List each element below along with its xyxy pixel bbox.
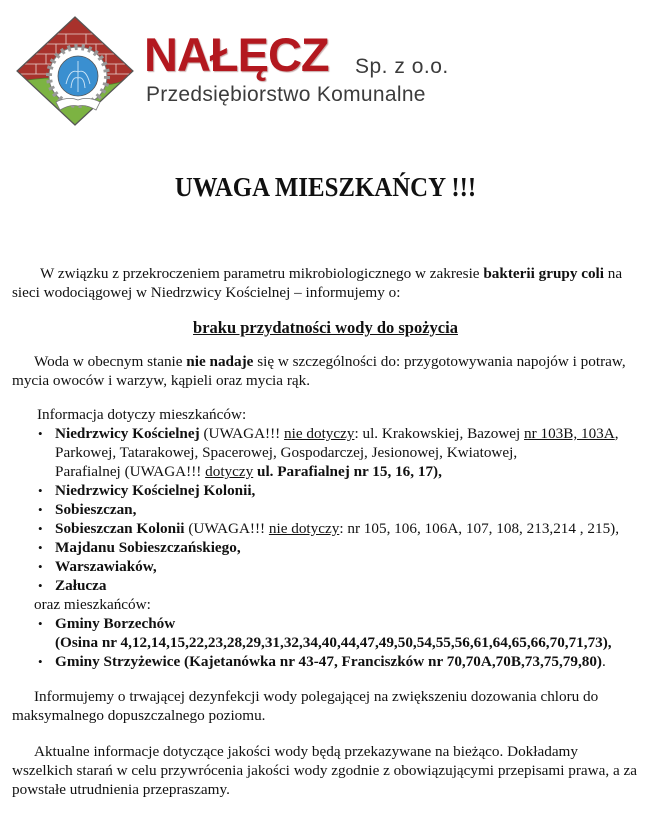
water-text-2: się w szczególności do: przygotowywania napojów i potraw, mycia owoców i warzyw, kąpieli oraz mycia rąk. — [12, 353, 626, 389]
note-bold: ul. Parafialnej nr 15, 16, 17), — [253, 463, 442, 480]
disinfection-text: Informujemy o trwającej dezynfekcji wody polegającej na zwiększeniu dozowania chloru do maksymalnego dopuszczalnego poziomu. — [12, 688, 599, 724]
brand-subtitle: Przedsiębiorstwo Komunalne — [146, 83, 426, 106]
also-residents-label: oraz mieszkańców: — [34, 596, 151, 613]
bullet-icon: • — [38, 426, 43, 441]
intro-text-2: na sieci wodociągowej w Niedrzwicy Kościelnej – informujemy o: — [12, 265, 623, 301]
notice-subtitle: braku przydatności wody do spożycia — [193, 318, 458, 337]
place-name: Majdanu Sobieszczańskiego, — [55, 539, 241, 556]
bullet-icon: • — [38, 540, 43, 555]
note-text: . — [601, 653, 606, 670]
place-name: Sobieszczan Kolonii — [55, 520, 185, 537]
list-item — [12, 500, 648, 519]
updates-paragraph — [12, 742, 642, 799]
intro-bold: bakterii grupy coli — [483, 265, 604, 282]
list-item — [12, 481, 648, 500]
info-label: Informacja dotyczy mieszkańców: — [37, 406, 247, 423]
note-text: : nr 105, 106, 106A, 107, 108, 213,214 , 215), — [339, 520, 620, 537]
list-item — [12, 519, 648, 538]
affected-municipalities-list — [12, 614, 648, 671]
place-name: Gminy Borzechów — [55, 615, 176, 632]
list-item — [12, 614, 648, 652]
list-item — [12, 424, 648, 481]
bullet-icon: • — [38, 578, 43, 593]
place-name: Niedrzwicy Kościelnej Kolonii, — [55, 482, 256, 499]
updates-text: Aktualne informacje dotyczące jakości wody będą przekazywane na bieżąco. Dokładamy wszelkich starań w celu przywrócenia jakości wody zgodnie z obowiązującymi przepisami prawa, a za powstałe utrudnienia przepraszamy. — [12, 743, 637, 798]
bullet-icon: • — [38, 483, 43, 498]
note-text: Parkowej, Tatarakowej, Spacerowej, Gospodarczej, Jesionowej, Kwiatowej, — [55, 444, 518, 461]
affected-places-list — [12, 424, 648, 595]
place-name: Warszawiaków, — [55, 558, 157, 575]
bullet-icon: • — [38, 559, 43, 574]
note-text: : ul. Krakowskiej, Bazowej — [354, 425, 525, 442]
note-underlined: nie dotyczy — [268, 520, 340, 537]
place-name: Niedrzwicy Kościelnej — [55, 425, 200, 442]
note-underlined: dotyczy — [205, 463, 254, 480]
water-paragraph — [12, 352, 642, 390]
water-text: Woda w obecnym stanie — [34, 353, 187, 370]
affected-residents-section — [12, 405, 648, 671]
intro-text: W związku z przekroczeniem parametru mikrobiologicznego w zakresie — [40, 265, 484, 282]
list-item — [12, 652, 648, 671]
place-name: Załucza — [55, 577, 107, 594]
bullet-icon: • — [38, 521, 43, 536]
note-text: , — [614, 425, 619, 442]
intro-paragraph — [12, 264, 642, 302]
list-item — [12, 557, 648, 576]
note-text: Parafialnej (UWAGA!!! — [55, 463, 206, 480]
note-text: (UWAGA!!! — [199, 425, 285, 442]
water-bold: nie nadaje — [186, 353, 254, 370]
list-item — [12, 576, 648, 595]
disinfection-paragraph — [12, 687, 642, 725]
brand-legal-suffix: Sp. z o.o. — [355, 55, 449, 78]
house-numbers: (Osina nr 4,12,14,15,22,23,28,29,31,32,34,40,44,47,49,50,54,55,56,61,64,65,66,70,71,73), — [55, 634, 612, 651]
bullet-icon: • — [38, 616, 43, 631]
page-title: UWAGA MIESZKAŃCY !!! — [174, 172, 477, 202]
note-text: (UWAGA!!! — [184, 520, 269, 537]
bullet-icon: • — [38, 654, 43, 669]
fountain-crest-icon — [16, 16, 134, 126]
bullet-icon: • — [38, 502, 43, 517]
list-item — [12, 538, 648, 557]
brand-name: NAŁĘCZ — [144, 28, 329, 81]
note-underlined: nr 103B, 103A — [524, 425, 615, 442]
place-name: Gminy Strzyżewice (Kajetanówka nr 43-47, Franciszków nr 70,70A,70B,73,75,79,80) — [55, 653, 602, 670]
place-name: Sobieszczan, — [55, 501, 137, 518]
letterhead — [0, 0, 651, 130]
note-underlined: nie dotyczy — [284, 425, 355, 442]
